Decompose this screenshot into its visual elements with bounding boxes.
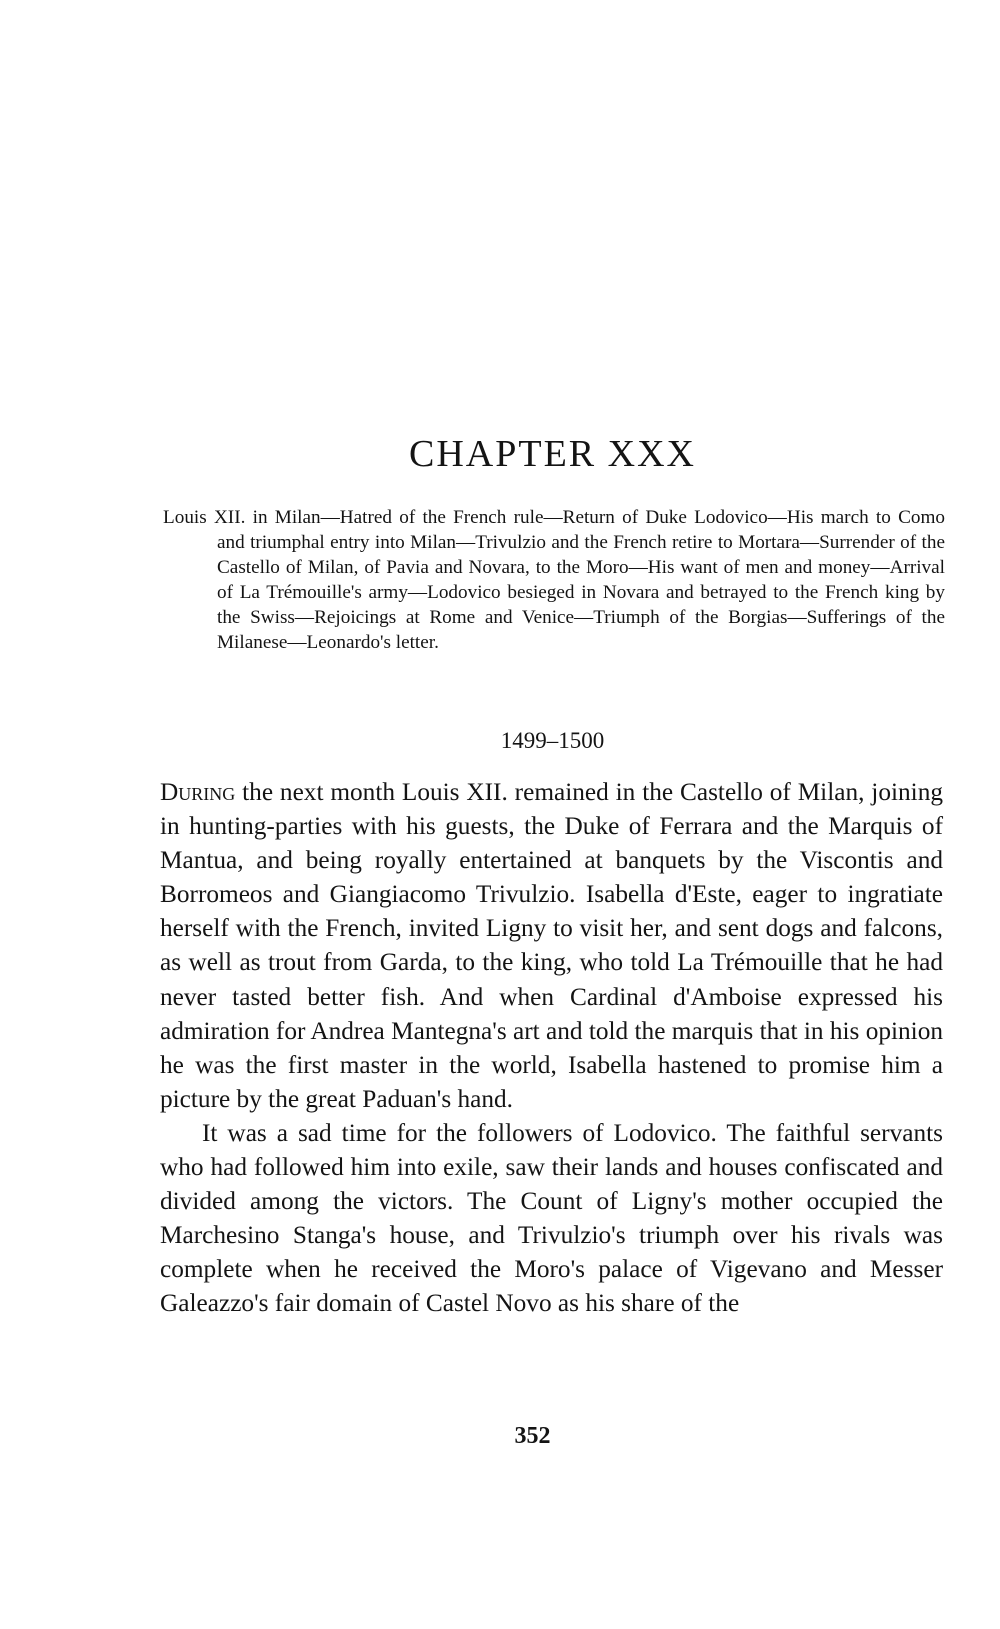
chapter-summary: Louis XII. in Milan—Hatred of the French rule—Return of Duke Lodovico—His march to Como and triumphal entry into Milan—Trivulzio and the French retire to Mortara—Surrender of the Castello of Milan, of Pavia and Novara, to the Moro—His want of men and money—Arrival of La Trémouille's army—Lodovico besieged in Novara and betrayed to the French king by the Swiss—Rejoicings at Rome and Venice—Triumph of the Borgias—Sufferings of the Milanese—Leonardo's letter. (163, 507, 945, 653)
paragraph-text: It was a sad time for the followers of Lodovico. The faithful servants who had followed him into exile, saw their lands and houses confiscated and divided among the victors. The Count of Ligny's mother occupied the Marchesino Stanga's house, and Trivulzio's triumph over his rivals was complete when he received the Moro's palace of Vigevano and Messer Galeazzo's fair domain of Castel Novo as his share of the (160, 1118, 943, 1318)
paragraph (160, 1116, 943, 1321)
page-number: 352 (514, 1423, 551, 1449)
paragraph-opening-word: During (160, 778, 236, 806)
body-text (160, 775, 943, 1321)
paragraph-text: the next month Louis XII. remained in the Castello of Milan, joining in hunting-parties with his guests, the Duke of Ferrara and the Marquis of Mantua, and being royally entertained at banquets by the Viscontis and Borromeos and Giangiacomo Trivulzio. Isabella d'Este, eager to ingratiate herself with the French, invited Ligny to visit her, and sent dogs and falcons, as well as trout from Garda, to the king, who told La Trémouille that he had never tasted better fish. And when Cardinal d'Amboise expressed his admiration for Andrea Mantegna's art and told the marquis that in his opinion he was the first master in the world, Isabella hastened to promise him a picture by the great Paduan's hand. (160, 778, 943, 1113)
paragraph (160, 775, 943, 1116)
chapter-title: CHAPTER XXX (409, 433, 696, 475)
chapter-dates: 1499–1500 (500, 728, 605, 753)
